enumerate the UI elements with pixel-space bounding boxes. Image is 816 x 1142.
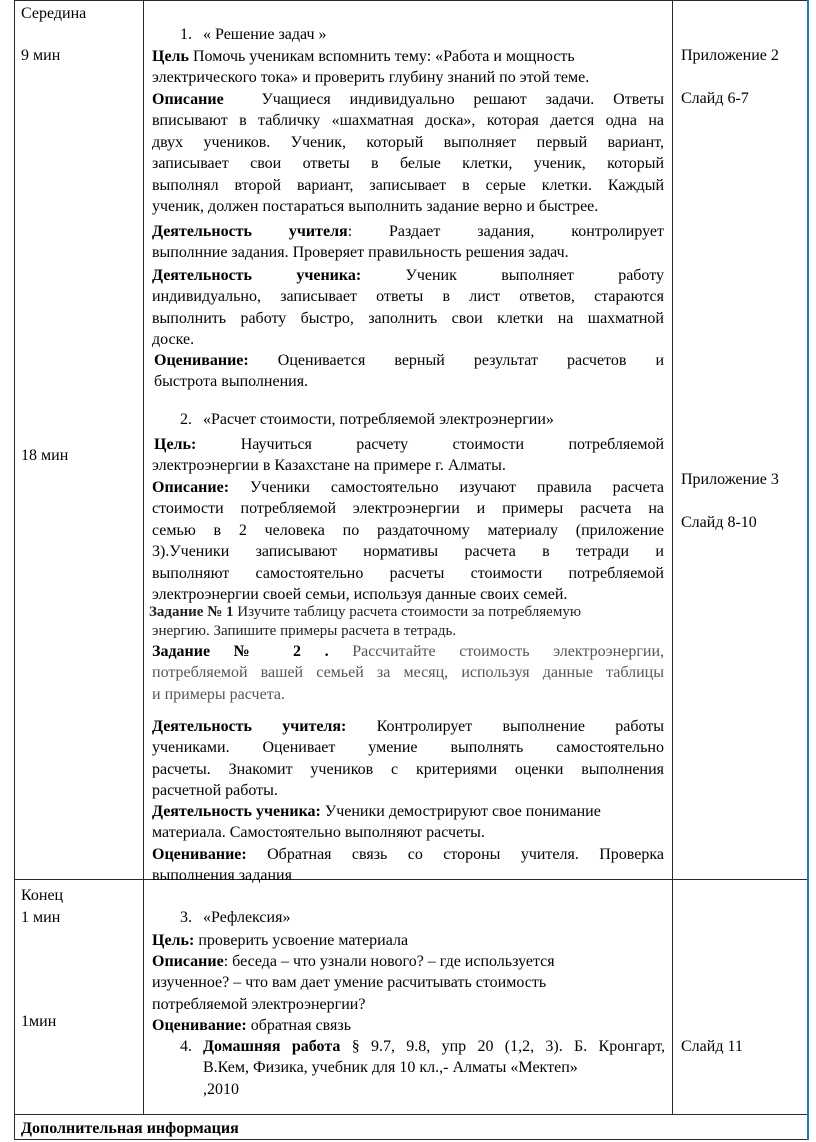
resource-slide-6-7: Слайд 6-7: [681, 90, 749, 107]
additional-info-cell: [15, 1115, 809, 1140]
additional-info-title: Дополнительная информация: [21, 1120, 239, 1137]
task1-desc-line4: записывает свои ответы в белые клетки, ученик, который: [152, 155, 664, 173]
task2-assess-label: Оценивание:: [152, 846, 247, 863]
task2-number: 2.: [180, 411, 192, 428]
task1-description: [152, 89, 664, 217]
task2-teacher-line2: учениками. Оценивает умение выполнять самостоятельно: [152, 739, 664, 757]
activity-cell-end: [144, 880, 673, 1115]
task1-desc-line3: двух учеников. Ученик, который выполняет первый вариант,: [152, 133, 664, 151]
resource-cell-middle: [673, 1, 809, 880]
footer-row: [15, 1115, 809, 1140]
task2-z1-line1: Изучите таблицу расчета стоимости за потребляемую: [237, 604, 582, 620]
resource-app3: Приложение 3: [681, 471, 779, 488]
task2-desc-line6: электроэнергии своей семьи, используя данные своих семей.: [152, 585, 568, 603]
activity-cell-middle: [144, 1, 673, 885]
task1-teacher-activity: [152, 221, 664, 264]
task2-desc-line3: семью в 2 человека по раздаточному материалу (приложение: [152, 521, 664, 539]
task3-assess-text: обратная связь: [250, 1017, 351, 1034]
task1-goal: [152, 46, 664, 89]
task1-desc-line6: ученик, должен постараться выполнить задание верно и быстрее.: [152, 197, 599, 215]
task1-goal-label: Цель: [152, 48, 189, 65]
task2-z2-line1: Рассчитайте стоимость электроэнергии,: [352, 643, 665, 660]
task2-assess-line1: Обратная связь со стороны учителя. Проверка: [267, 846, 665, 863]
time-9-min: 9 мин: [21, 47, 61, 64]
middle-row: [15, 1, 809, 880]
task3-assess-label: Оценивание:: [152, 1017, 247, 1034]
task2-goal-line2: электроэнергии в Казахстане на примере г. Алматы.: [152, 457, 506, 475]
task1-teacher-line1: : Раздает задания, контролирует: [347, 223, 664, 240]
task1-student-label: Деятельность ученика:: [152, 267, 362, 284]
time-1-min-b: 1мин: [21, 1013, 57, 1030]
task2-assignment2: [152, 641, 664, 705]
task1-assess-label: Оценивание:: [154, 352, 249, 369]
task4-line3: ,2010: [203, 1080, 239, 1098]
task2-teacher-line1: Контролирует выполнение работы: [376, 718, 665, 735]
task1-assess-line1: Оценивается верный результат расчетов и: [277, 352, 665, 369]
task3-desc-line3: потребляемой электроэнергии?: [152, 995, 366, 1013]
task3-description: [152, 951, 664, 1015]
task1-student-line2: индивидуально, записывает ответы в лист ответов, стараются: [152, 288, 664, 306]
task3-goal: [152, 930, 664, 951]
stage-end-label: Конец: [21, 887, 64, 904]
task2-teacher-line4: расчетной работы.: [152, 782, 278, 800]
task1-desc-line5: выполнял второй вариант, записывает в серые клетки. Каждый: [152, 176, 664, 194]
task2-student-label: Деятельность ученика:: [152, 803, 321, 820]
task2-desc-line4: 3).Ученики записывают нормативы расчета в тетради и: [152, 543, 664, 561]
task1-desc-line1: Учащиеся индивидуально решают задачи. Ответы: [261, 91, 664, 108]
task1-goal-line1: Помочь ученикам вспомнить тему: «Работа и мощность: [192, 48, 575, 65]
end-row: [15, 880, 809, 1115]
task2-goal-line1: Научиться расчету стоимости потребляемой: [240, 436, 665, 453]
task1-teacher-line2: выполнние задания. Проверяет правильность решения задач.: [152, 244, 569, 262]
task4-homework: [203, 1036, 665, 1100]
task2-desc-line2: стоимости потребляемой электроэнергии и примеры расчета на: [152, 500, 664, 518]
task2-z1-label: Задание № 1: [149, 604, 234, 620]
task1-title: « Решение задач »: [203, 26, 327, 43]
lesson-plan-table: [14, 0, 809, 1140]
task1-assess-line2: быстрота выполнения.: [154, 373, 309, 391]
task2-title: «Расчет стоимости, потребляемой электроэнергии»: [203, 411, 554, 428]
task3-desc-label: Описание: [152, 953, 224, 970]
task3-desc-line1: : беседа – что узнали нового? – где используется: [223, 953, 555, 970]
task1-desc-line2: вписывают в табличку «шахматная доска», которая дается одна на: [152, 112, 664, 130]
task2-assignment1: [149, 603, 664, 641]
task4-number: 4.: [180, 1038, 192, 1055]
stage-cell-middle: [15, 1, 144, 880]
resource-slide-8-10: Слайд 8-10: [681, 514, 757, 531]
task1-student-line4: доске.: [152, 331, 195, 349]
task3-goal-label: Цель:: [152, 932, 195, 949]
task3-title: «Рефлексия»: [203, 909, 291, 926]
task4-line1: § 9.7, 9.8, упр 20 (1,2, 3). Б. Кронгарт,: [351, 1038, 666, 1055]
task2-student-activity: [152, 801, 664, 844]
task2-desc-line5: выполняют самостоятельно расчеты стоимости потребляемой: [152, 564, 664, 582]
task2-teacher-activity: [152, 716, 664, 802]
stage-cell-end: [15, 880, 144, 1115]
task2-desc-label: Описание:: [152, 479, 230, 496]
task1-student-activity: [152, 265, 664, 351]
time-18-min: 18 мин: [21, 447, 69, 464]
task2-teacher-label: Деятельность учителя:: [152, 718, 347, 735]
task2-z2-line2: потребляемой вашей семьей за месяц, используя данные таблицы: [152, 664, 664, 682]
task1-student-line1: Ученик выполняет работу: [405, 267, 664, 284]
task1-assessment: [154, 350, 664, 393]
task2-goal: [154, 434, 664, 477]
task3-goal-text: проверить усвоение материала: [198, 932, 409, 949]
task1-goal-line2: электрического тока» и проверить глубину знаний по этой теме.: [152, 69, 590, 87]
resource-cell-end: [673, 880, 809, 1115]
task4-label: Домашняя работа: [203, 1038, 341, 1055]
task1-number: 1.: [180, 26, 192, 43]
task2-description: [152, 477, 664, 605]
task3-assessment: [152, 1015, 664, 1036]
task1-desc-label: Описание: [152, 91, 224, 108]
task2-student-line1: Ученики демострируют свое понимание: [324, 803, 601, 820]
task2-z2-label: Задание № 2 .: [152, 643, 329, 660]
task1-teacher-label: Деятельность учителя: [152, 223, 348, 240]
time-1-min: 1 мин: [21, 909, 61, 926]
task2-student-line2: материала. Самостоятельно выполняют расчеты.: [152, 824, 485, 842]
task3-desc-line2: изученное? – что вам дает умение расчитывать стоимость: [152, 974, 547, 992]
task2-z2-line3: и примеры расчета.: [152, 685, 285, 703]
task2-goal-label: Цель:: [154, 436, 197, 453]
stage-middle-label: Середина: [21, 5, 87, 22]
task2-assess-line2: выполнения задания: [152, 867, 292, 885]
task3-number: 3.: [180, 909, 192, 926]
resource-slide-11: Слайд 11: [681, 1038, 743, 1055]
task2-z1-line2: энергию. Запишите примеры расчета в тетрадь.: [152, 623, 457, 639]
task2-teacher-line3: расчеты. Знакомит учеников с критериями оценки выполнения: [152, 760, 664, 778]
task2-desc-line1: Ученики самостоятельно изучают правила расчета: [249, 479, 664, 496]
resource-app2: Приложение 2: [681, 47, 779, 64]
task4-line2: В.Кем, Физика, учебник для 10 кл.,- Алматы «Мектеп»: [203, 1059, 578, 1077]
task1-student-line3: выполнить работу быстро, заполнить свои клетки на шахматной: [152, 309, 664, 327]
